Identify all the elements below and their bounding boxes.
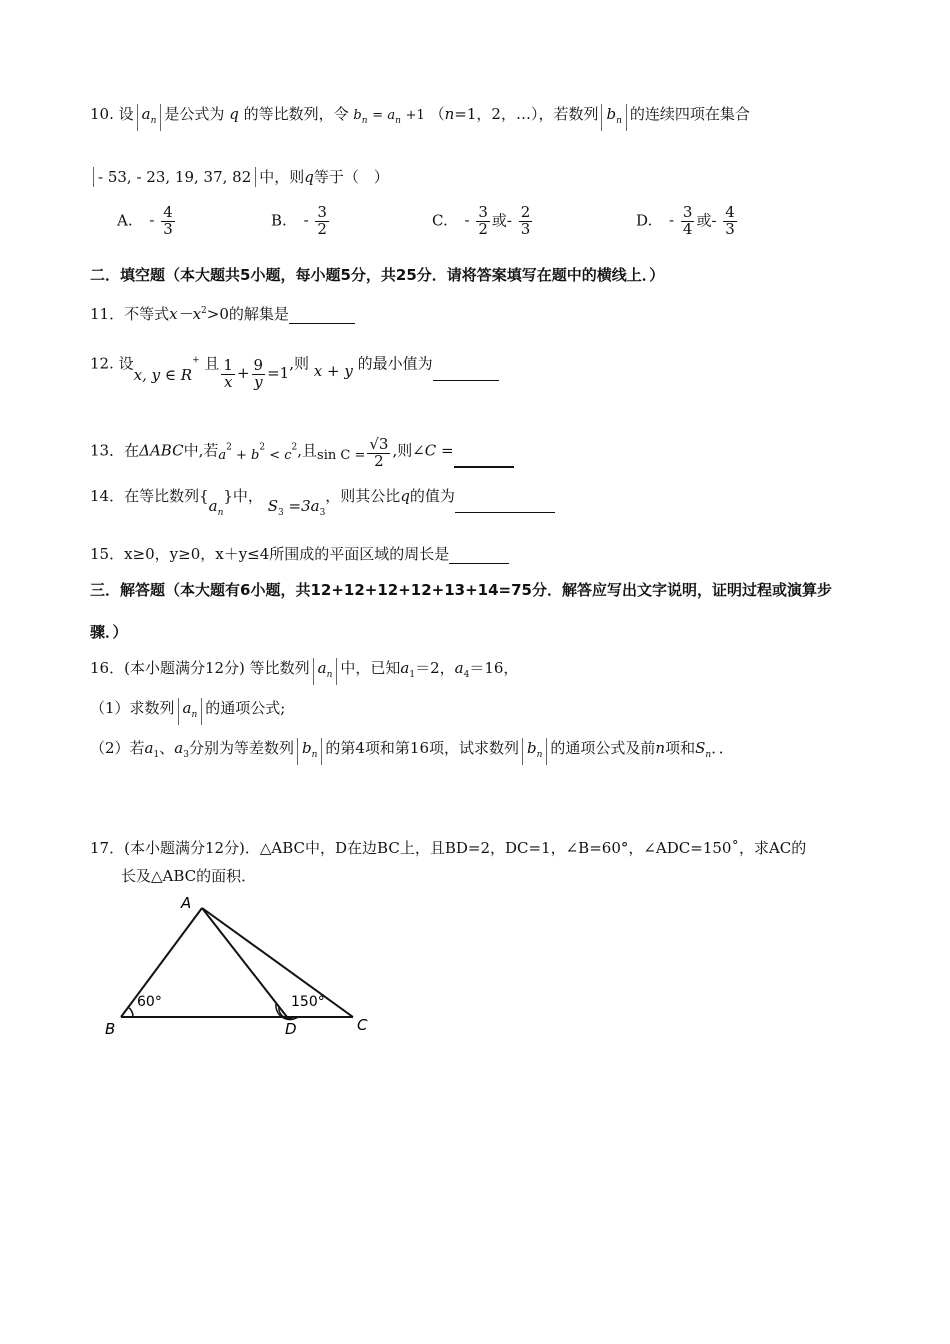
segment-ad (202, 908, 287, 1017)
minus: - (464, 211, 475, 230)
seq-a (313, 658, 338, 685)
subscript: 4 (463, 670, 470, 680)
subscript: 1 (153, 750, 160, 760)
eq-a: = a (372, 108, 396, 123)
question-15 (90, 544, 509, 564)
minus: - (149, 211, 160, 230)
question-11 (90, 301, 355, 324)
var-n: n (655, 739, 666, 757)
q13-text: ,则 (392, 441, 413, 460)
numerator: 3 (317, 203, 327, 221)
denominator: 4 (682, 219, 693, 238)
fraction (723, 205, 737, 238)
q10-text: 中，则 (259, 168, 305, 186)
sin-c: sin C = (317, 448, 366, 464)
triangle-figure (95, 890, 385, 1040)
minus: - (711, 211, 722, 230)
ineq-a: a (218, 448, 227, 464)
superscript: 2 (201, 306, 207, 316)
sub-n: n (705, 750, 712, 760)
var-b: b (606, 105, 617, 123)
numerator: √3 (369, 435, 389, 453)
fraction (315, 205, 329, 238)
var-s: S (695, 739, 706, 757)
sub-n: n (150, 116, 157, 126)
q10-text: 的连续四项在集合 (629, 105, 750, 123)
part-1-text: 的通项公式; (205, 699, 286, 717)
subscript: 1 (409, 670, 416, 680)
sub-n: n (395, 116, 401, 126)
option-d (636, 205, 739, 238)
denominator: x (223, 372, 233, 391)
denominator: 3 (163, 219, 173, 238)
q16-text: 中，已知 (340, 659, 401, 677)
question-number: 10. (90, 105, 114, 123)
question-17-cont: 长及△ABC的面积． (121, 867, 257, 885)
section-3-heading-cont: 骤．） (90, 623, 128, 641)
var-a: a (182, 699, 192, 717)
section-3-heading: 三．解答题（本大题有6小题，共12+12+12+12+13+14=75分．解答应写出文字说明，证明过程或演算步 (90, 581, 832, 599)
part-2-text: ．． (711, 739, 734, 757)
side-ac (202, 908, 353, 1017)
option-label: D. (636, 211, 653, 230)
q16-text: (本小题满分12分) 等比数列 (124, 659, 310, 677)
option-a (117, 205, 177, 238)
var-q: q (229, 105, 239, 123)
question-number: 16． (90, 659, 125, 677)
part-2-text: 项和 (665, 739, 696, 757)
q12-text: ,则 (289, 354, 309, 373)
var-b: b (301, 739, 312, 757)
option-label: B. (271, 211, 287, 230)
var-b: b (527, 739, 537, 757)
sub-n: n (326, 670, 333, 680)
minus: - (669, 211, 679, 230)
superscript: 2 (226, 442, 232, 453)
set-braces (93, 167, 256, 187)
denominator: 2 (317, 219, 327, 238)
fraction (252, 358, 266, 391)
q10-text: 等于（ ） (313, 168, 389, 186)
var-a4: a (454, 659, 464, 677)
q16-text: ＝16， (469, 659, 519, 677)
label-a: A (181, 894, 192, 912)
sub-n: n (217, 508, 224, 518)
fraction (519, 205, 533, 238)
part-1-text: （1）求数列 (90, 699, 175, 717)
part-2-text: （2）若 (90, 739, 145, 757)
fraction (161, 205, 175, 238)
ineq-b: + b (231, 448, 260, 464)
q16-text: ＝2， (415, 659, 455, 677)
plus: + (236, 364, 250, 383)
angle-d-label: 150° (291, 994, 325, 1010)
part-2-text: 的通项公式及前 (550, 739, 656, 757)
plus-one: +1 (405, 108, 425, 123)
answer-blank[interactable] (455, 512, 555, 513)
sub-n: n (616, 116, 622, 126)
question-17 (90, 838, 806, 858)
angle-c: ∠C = (412, 441, 454, 460)
answer-blank[interactable] (449, 563, 509, 564)
or-text: 或 (696, 211, 712, 230)
q12-text: 设 (118, 354, 134, 373)
sub-n: n (191, 710, 198, 720)
equals-3a: =3a (283, 497, 320, 515)
sub-n: n (536, 750, 543, 760)
option-c (432, 205, 534, 238)
option-label: C. (432, 211, 448, 230)
q14-text: 的值为 (409, 487, 455, 505)
q13-text: ,且 (297, 441, 318, 460)
var-n: n (444, 105, 455, 123)
label-b: B (105, 1020, 116, 1038)
option-b (271, 205, 331, 238)
question-16-part-2 (90, 738, 734, 765)
equals: =1 (267, 364, 290, 383)
q12-text: 且 (204, 354, 220, 373)
question-12 (90, 348, 499, 391)
seq-b (601, 104, 626, 131)
subscript: 3 (319, 508, 326, 518)
superscript: 2 (291, 442, 298, 453)
q10-text: （ (429, 105, 445, 123)
q15-text: x≥0，y≥0，x＋y≤4所围成的平面区域的周长是 (124, 545, 450, 563)
denominator: 3 (725, 219, 735, 238)
q13-text: 在 (124, 441, 140, 460)
question-16-part-1 (90, 698, 285, 725)
section-2-heading: 二．填空题（本大题共5小题，每小题5分，共25分．请将答案填写在题中的横线上．） (90, 266, 665, 284)
var-a3: a (174, 739, 184, 757)
subscript: 3 (183, 750, 189, 760)
question-number: 12. (90, 354, 114, 373)
denominator: 2 (374, 451, 384, 470)
q11-expr: x－x (169, 305, 202, 323)
var-a: a (141, 105, 151, 123)
or-text: 或 (491, 211, 507, 230)
question-10-line-1 (90, 104, 750, 131)
q17-text: (本小题满分12分)．△ABC中，D在边BC上，且BD=2，DC=1，∠B=60°，∠ADC=150˚，求AC的 (124, 839, 807, 857)
fraction (221, 358, 235, 391)
fraction (367, 437, 390, 470)
answer-blank[interactable] (289, 323, 355, 324)
subscript: 3 (278, 508, 284, 518)
denominator: y (254, 372, 263, 391)
answer-blank[interactable] (454, 466, 514, 468)
q12-vars: x, y ∈ R (133, 366, 193, 385)
q11-text: 不等式 (124, 305, 170, 323)
seq-b (522, 738, 547, 765)
q14-text: 在等比数列{ (124, 487, 209, 505)
q10-text: =1，2，…），若数列 (454, 105, 599, 123)
question-number: 15． (90, 545, 125, 563)
part-2-text: 、 (159, 739, 175, 757)
q10-text: 是公式为 (164, 105, 225, 123)
var-a1: a (144, 739, 154, 757)
minus: - (303, 211, 314, 230)
superscript: 2 (259, 442, 266, 453)
numerator: 3 (478, 203, 488, 221)
seq-b (297, 738, 322, 765)
seq-a (137, 104, 162, 131)
ineq-c: < c (265, 448, 292, 464)
q13-text: 中,若 (183, 441, 219, 460)
var-a: a (208, 497, 218, 515)
answer-blank[interactable] (433, 380, 499, 381)
q10-text: 的等比数列，令 (243, 105, 349, 123)
label-c: C (357, 1016, 368, 1034)
var-s: S (267, 497, 278, 515)
var-b: b (353, 108, 362, 123)
q12-sum: x + y (313, 362, 353, 381)
sub-n: n (311, 750, 318, 760)
question-16 (90, 658, 518, 685)
denominator: 2 (478, 219, 488, 238)
question-10-line-2 (90, 167, 389, 187)
minus: - (506, 211, 517, 230)
q14-text: ，则其公比 (325, 487, 401, 505)
question-number: 14． (90, 487, 125, 505)
var-a1: a (400, 659, 410, 677)
denominator: 3 (520, 219, 531, 238)
question-number: 13． (90, 441, 125, 460)
triangle-abc: ΔABC (139, 441, 184, 460)
numerator: 2 (520, 203, 531, 221)
question-number: 17． (90, 839, 125, 857)
numerator: 9 (253, 356, 264, 374)
question-13 (90, 435, 514, 468)
sub-n: n (361, 116, 368, 126)
q14-text: }中， (223, 487, 263, 505)
q11-text: >0的解集是 (206, 305, 289, 323)
angle-b-arc (128, 1007, 133, 1017)
part-2-text: 分别为等差数列 (188, 739, 294, 757)
var-q: q (400, 487, 410, 505)
angle-b-label: 60° (137, 994, 162, 1010)
option-label: A. (117, 211, 133, 230)
q12-text: 的最小值为 (357, 354, 433, 373)
seq-a (178, 698, 203, 725)
fraction (681, 205, 695, 238)
var-q: q (304, 168, 314, 186)
numerator: 1 (223, 356, 233, 374)
question-number: 11． (90, 305, 125, 323)
superscript: + (192, 355, 200, 366)
part-2-text: 的第4项和第16项，试求数列 (325, 739, 519, 757)
fraction (476, 205, 490, 238)
q10-text: 设 (118, 105, 134, 123)
numerator: 4 (725, 203, 735, 221)
set-values: - 53, - 23, 19, 37, 82 (98, 168, 252, 186)
var-a: a (317, 659, 327, 677)
numerator: 3 (682, 203, 693, 221)
label-d: D (285, 1020, 297, 1038)
numerator: 4 (163, 203, 173, 221)
question-14 (90, 486, 555, 518)
